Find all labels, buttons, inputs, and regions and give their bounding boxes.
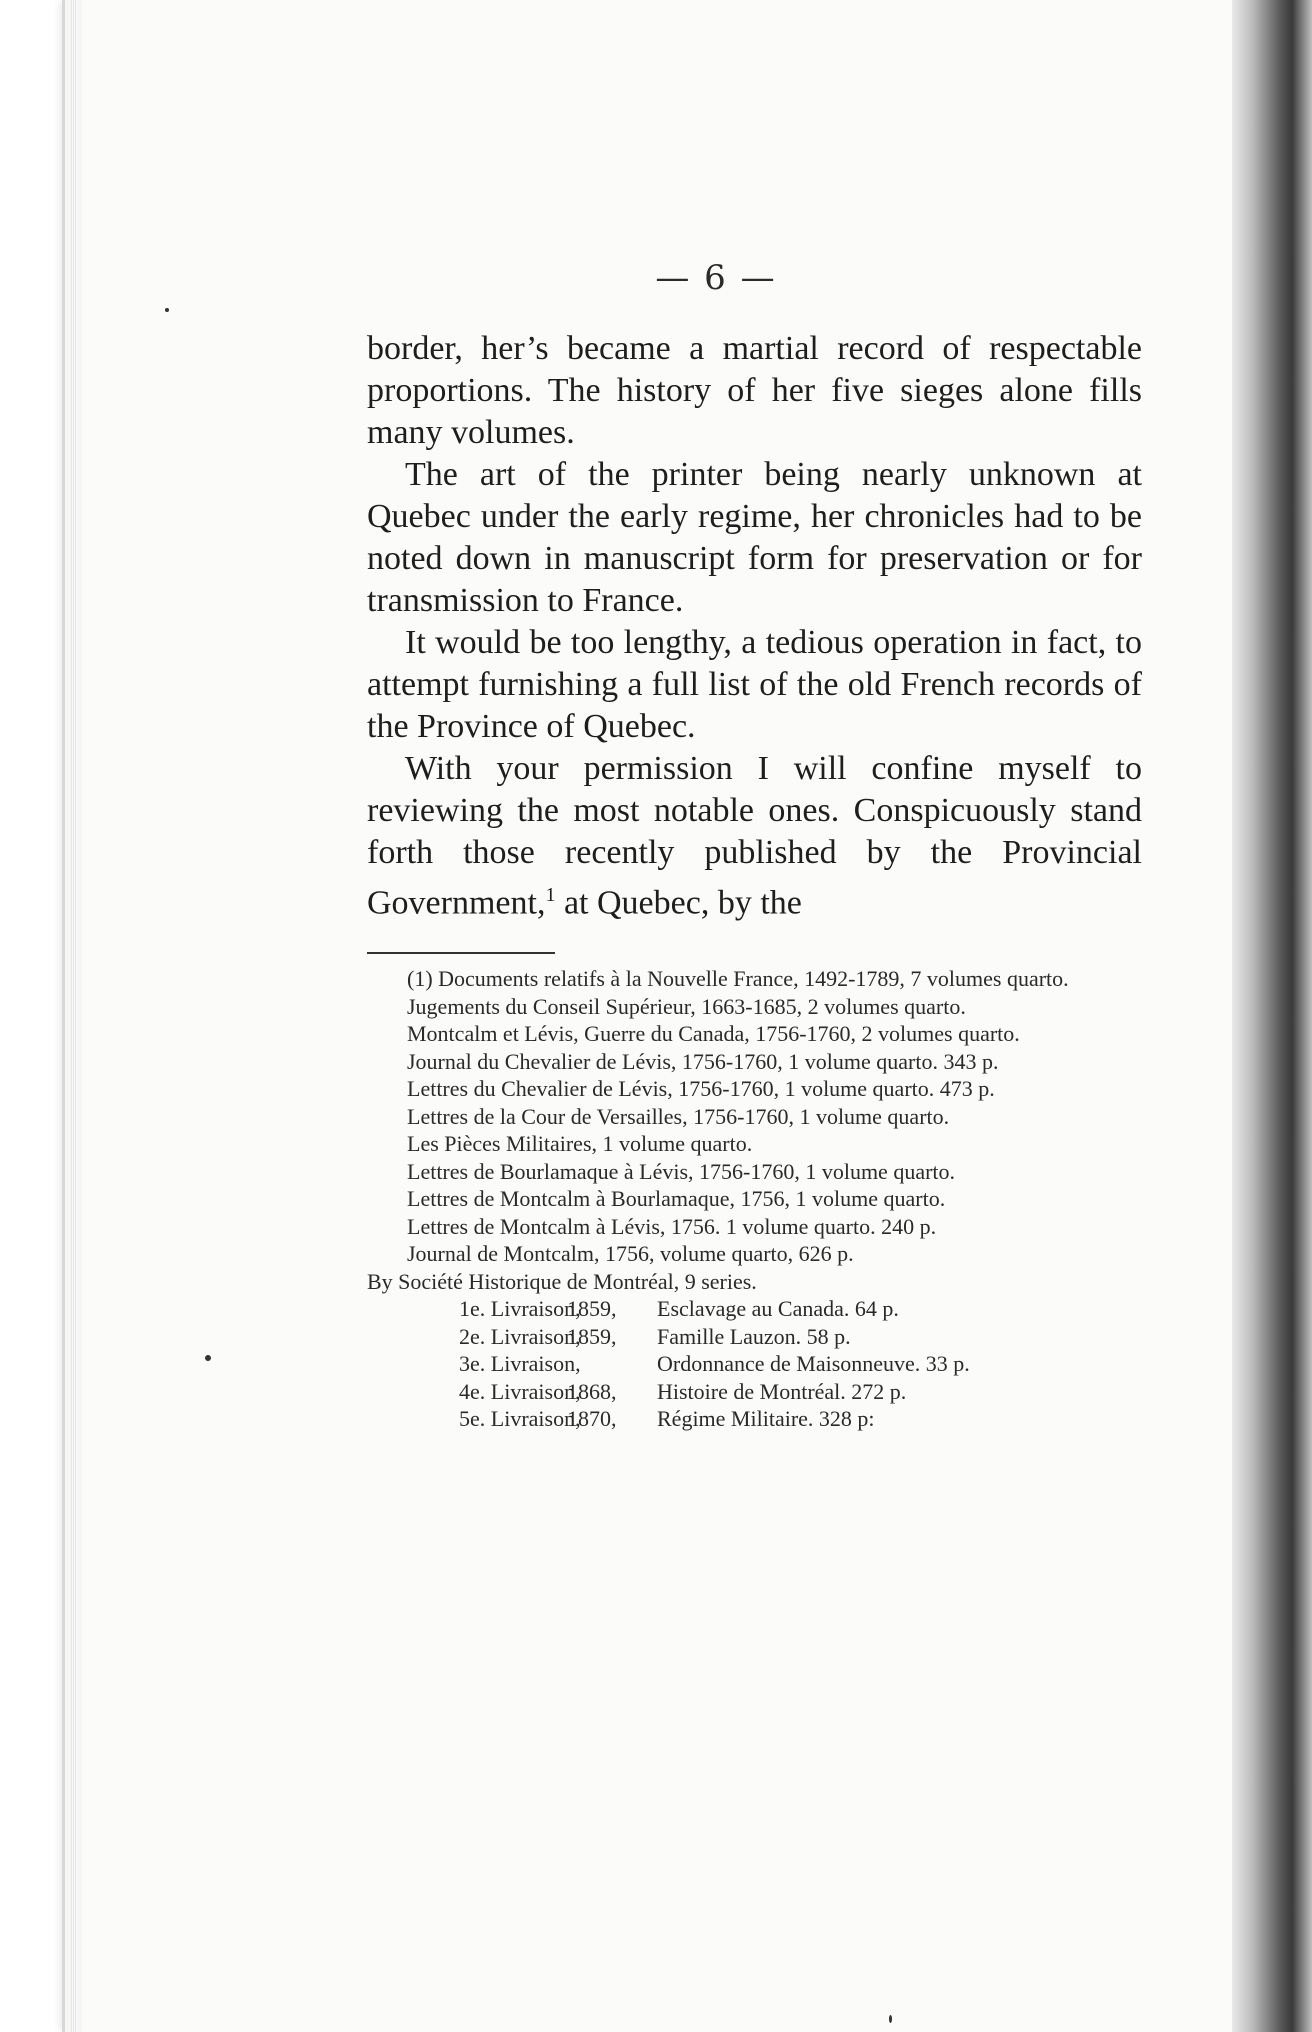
livraison-title: Ordonnance de Maisonneuve. 33 p. [657,1351,970,1376]
livraison-year: 1859, [567,1323,617,1349]
page-number: — 6 — [655,258,777,298]
paragraph-text: at Quebec, by the [563,884,802,922]
livraison-label: 4e. Livraison, [459,1378,581,1404]
livraison-title: Histoire de Montréal. 272 p. [657,1378,907,1404]
footnotes [367,965,1142,1433]
paragraph: The art of the printer being nearly unknown at Quebec under the early regime, her chronicles had to be noted down in manuscript form for preservation or for transmission to France. [367,456,1142,619]
livraison-label: 1e. Livraison, [459,1296,581,1321]
livraison-year: 1859, [567,1296,617,1321]
footnote-entry: Lettres de Montcalm à Bourlamaque, 1756, 1 volume quarto. [407,1186,946,1211]
livraison-row [459,1405,1142,1433]
paragraph: border, her’s became a martial record of respectable proportions. The history of her five sieges alone fills many volumes. [367,330,1142,451]
footnote-entry: Lettres de Montcalm à Lévis, 1756. 1 volume quarto. 240 p. [407,1213,937,1239]
footnote-entry: Lettres de Bourlamaque à Lévis, 1756-1760, 1 volume quarto. [407,1158,956,1184]
book-gutter-shadow [1232,0,1312,2032]
livraison-row [459,1350,1142,1378]
footnote-entry: Jugements du Conseil Supérieur, 1663-1685, 2 volumes quarto. [407,993,966,1019]
footnote-entry: Journal du Chevalier de Lévis, 1756-1760, 1 volume quarto. 343 p. [407,1048,999,1074]
footnote-entry: Montcalm et Lévis, Guerre du Canada, 1756-1760, 2 volumes quarto. [407,1021,1020,1046]
livraison-row [459,1295,1142,1323]
paragraph: It would be too lengthy, a tedious operation in fact, to attempt furnishing a full list of the old French records of the Province of Quebec. [367,624,1142,745]
societe-line: By Société Historique de Montréal, 9 series. [367,1268,757,1294]
livraison-title: Régime Militaire. 328 p: [657,1406,875,1431]
livraison-row [459,1323,1142,1351]
livraison-label: 5e. Livraison, [459,1406,581,1431]
livraison-label: 2e. Livraison, [459,1323,581,1349]
dust-speck [889,2015,892,2023]
footnote-entry: Les Pièces Militaires, 1 volume quarto. [407,1131,753,1156]
footnote-entry: (1) Documents relatifs à la Nouvelle France, 1492-1789, 7 volumes quarto. [407,966,1069,991]
livraison-row [459,1378,1142,1406]
livraison-title: Famille Lauzon. 58 p. [657,1323,851,1349]
livraison-year: 1870, [567,1406,617,1431]
livraison-list [459,1295,1142,1433]
footnote-rule [367,952,555,954]
livraison-year [567,1350,657,1378]
footnote-entry: Lettres du Chevalier de Lévis, 1756-1760, 1 volume quarto. 473 p. [407,1076,995,1101]
footnote-entry: Lettres de la Cour de Versailles, 1756-1760, 1 volume quarto. [407,1103,950,1129]
dust-speck [205,1355,211,1361]
paragraph-text: With your permission I will confine myself to reviewing the most notable ones. Conspicuously stand forth those recently published by the Provincial Government, [367,750,1142,922]
livraison-year: 1868, [567,1378,617,1404]
paragraph [367,748,1142,924]
footnote-entry: Journal de Montcalm, 1756, volume quarto, 626 p. [407,1241,854,1266]
footnote-marker: 1 [545,884,556,906]
main-text [367,328,1142,924]
dust-speck [165,308,169,312]
livraison-title: Esclavage au Canada. 64 p. [657,1296,899,1321]
livraison-label: 3e. Livraison, [459,1351,581,1376]
